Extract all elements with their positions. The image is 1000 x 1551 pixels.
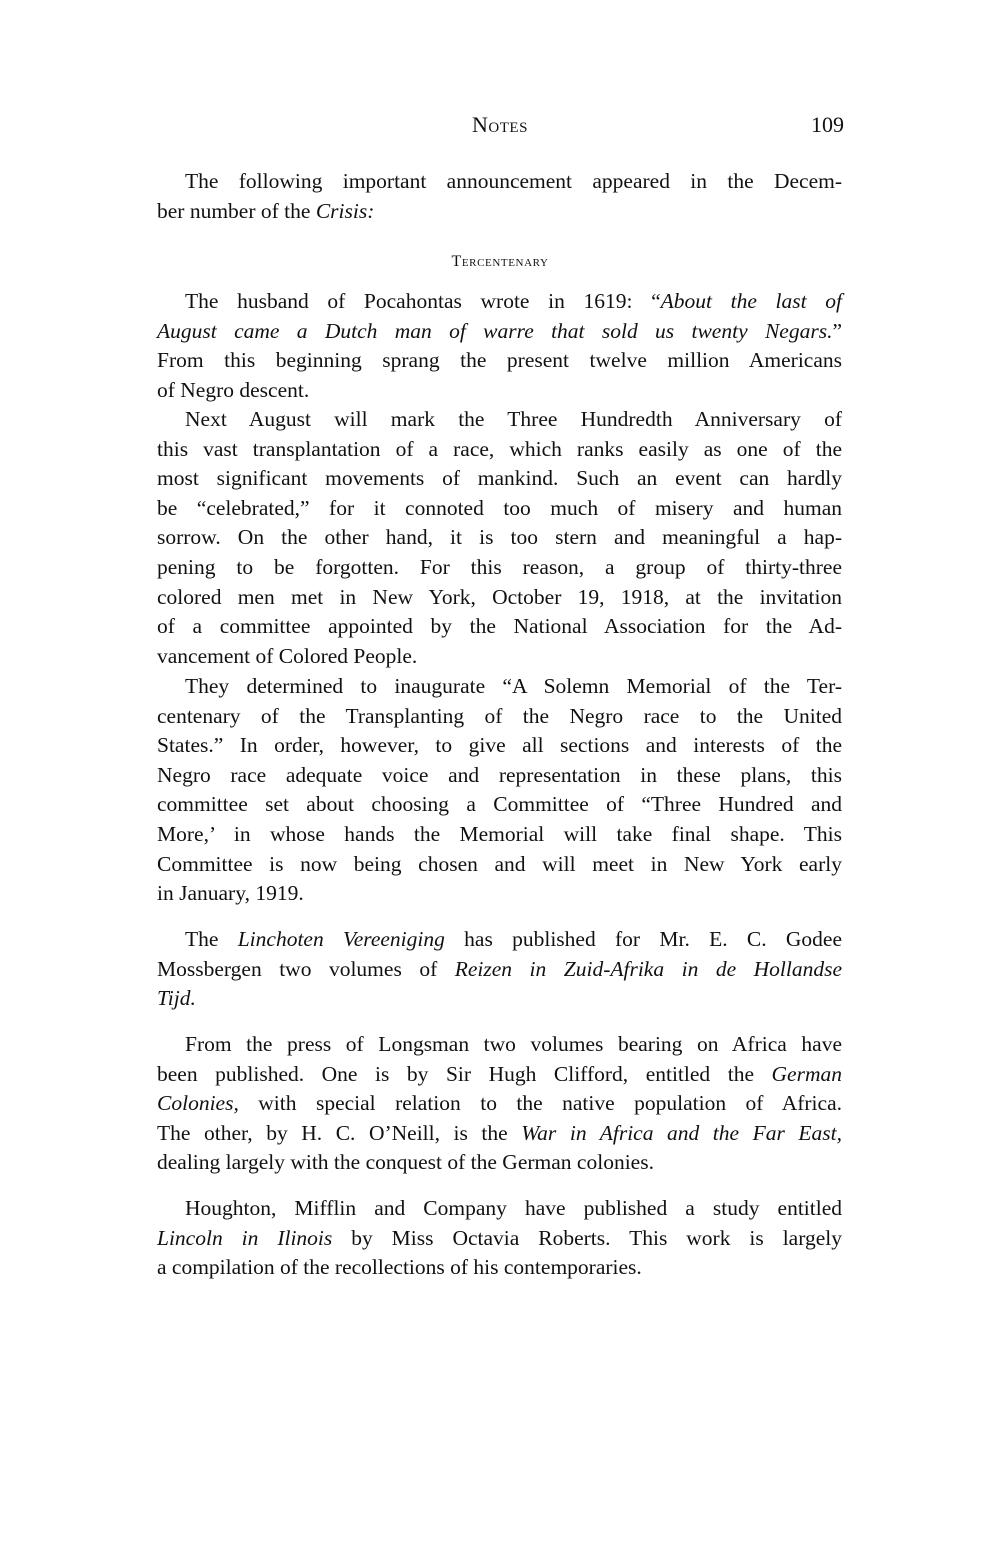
text-run: ber number of the <box>157 198 316 223</box>
text-run: States.” In order, however, to give all sections and interests of the <box>157 733 842 758</box>
text-line <box>157 762 842 788</box>
text-line <box>157 1120 842 1146</box>
text-line <box>157 880 842 906</box>
text-run: They determined to inaugurate “A Solemn Memorial of the Ter- <box>185 674 842 698</box>
text-line <box>185 288 842 314</box>
text-line <box>157 377 842 403</box>
text-run: most significant movements of mankind. Such an event can hardly <box>157 466 842 491</box>
text-line <box>157 524 842 550</box>
text-run: More,’ in whose hands the Memorial will take final shape. This <box>157 822 842 846</box>
italic-text: Lincoln in Ilinois <box>157 1225 333 1250</box>
text-run: Negro race adequate voice and representation in these plans, this <box>157 762 842 787</box>
text-run: in January, 1919. <box>157 881 304 906</box>
text-line <box>185 673 842 699</box>
text-run: of a committee appointed by the National Association for the Ad- <box>157 614 842 639</box>
text-run: by Miss Octavia Roberts. This work is largely <box>332 1225 842 1250</box>
text-line <box>185 926 842 952</box>
text-line <box>157 985 842 1011</box>
text-run: centenary of the Transplanting of the Negro race to the United <box>157 703 842 728</box>
text-line <box>157 613 842 639</box>
text-run: Houghton, Mifflin and Company have published a study entitled <box>185 1196 842 1220</box>
page-number: 109 <box>811 112 844 137</box>
text-line <box>157 703 842 729</box>
text-run: The following important announcement appeared in the Decem- <box>185 169 842 193</box>
text-line <box>157 318 842 344</box>
italic-text: War in Africa and the Far East, <box>521 1120 843 1145</box>
text-line <box>157 643 842 669</box>
text-run: From the press of Longsman two volumes bearing on Africa have <box>185 1032 842 1056</box>
text-line <box>157 732 842 758</box>
text-line <box>157 1225 842 1251</box>
text-line <box>157 821 842 847</box>
text-line <box>185 1031 842 1057</box>
text-run: committee set about choosing a Committee of “Three Hundred and <box>157 792 842 817</box>
text-run: The other, by H. C. O’Neill, is the <box>157 1120 522 1145</box>
text-run: The husband of Pocahontas wrote in 1619: “ <box>185 289 661 313</box>
text-line <box>157 347 842 373</box>
text-line <box>185 1195 842 1221</box>
italic-text: Reizen in Zuid-Afrika in de Hollandse <box>454 956 842 981</box>
text-run: dealing largely with the conquest of the German colonies. <box>157 1150 654 1175</box>
text-run: ” <box>832 318 842 343</box>
text-line <box>157 1061 842 1087</box>
text-run: The <box>185 927 238 951</box>
text-run: vancement of Colored People. <box>157 643 418 668</box>
text-run: pening to be forgotten. For this reason, a group of thirty-three <box>157 555 842 579</box>
text-run: of Negro descent. <box>157 377 310 402</box>
text-run: Mossbergen two volumes of <box>157 956 455 981</box>
text-run: colored men met in New York, October 19, 1918, at the invitation <box>157 584 842 609</box>
text-line <box>157 198 842 224</box>
italic-text: German <box>771 1061 842 1086</box>
text-line <box>157 495 842 521</box>
italic-text: Linchoten Vereeniging <box>237 927 445 951</box>
italic-text: Crisis: <box>315 198 375 223</box>
text-run: be “celebrated,” for it connoted too much of misery and human <box>157 495 842 520</box>
text-line <box>185 168 842 194</box>
text-run: Committee is now being chosen and will meet in New York early <box>157 851 842 876</box>
italic-text: Colonies, <box>157 1091 239 1116</box>
text-line <box>185 406 842 432</box>
text-line <box>157 791 842 817</box>
text-line <box>157 851 842 877</box>
text-run: sorrow. On the other hand, it is too stern and meaningful a hap- <box>157 525 842 550</box>
text-line <box>157 554 842 580</box>
text-run: this vast transplantation of a race, which ranks easily as one of the <box>157 436 842 461</box>
running-head: Notes <box>472 112 528 137</box>
italic-text: About the last of <box>660 289 842 313</box>
text-run: Next August will mark the Three Hundredth Anniversary of <box>185 407 842 431</box>
text-line <box>157 1149 842 1175</box>
italic-text: Tijd. <box>157 986 196 1011</box>
text-line <box>157 1090 842 1116</box>
text-run: with special relation to the native population of Africa. <box>238 1091 842 1116</box>
text-run: a compilation of the recollections of his contemporaries. <box>157 1255 642 1280</box>
text-line <box>157 584 842 610</box>
text-line <box>157 956 842 982</box>
text-line <box>157 436 842 462</box>
text-run: has published for Mr. E. C. Godee <box>444 927 842 951</box>
text-run: been published. One is by Sir Hugh Clifford, entitled the <box>157 1061 772 1086</box>
section-heading: Tercentenary <box>451 253 549 270</box>
italic-text: August came a Dutch man of warre that sold us twenty Negars. <box>157 318 833 343</box>
text-line <box>157 465 842 491</box>
text-line <box>157 1254 842 1280</box>
text-run: From this beginning sprang the present twelve million Americans <box>157 348 842 373</box>
